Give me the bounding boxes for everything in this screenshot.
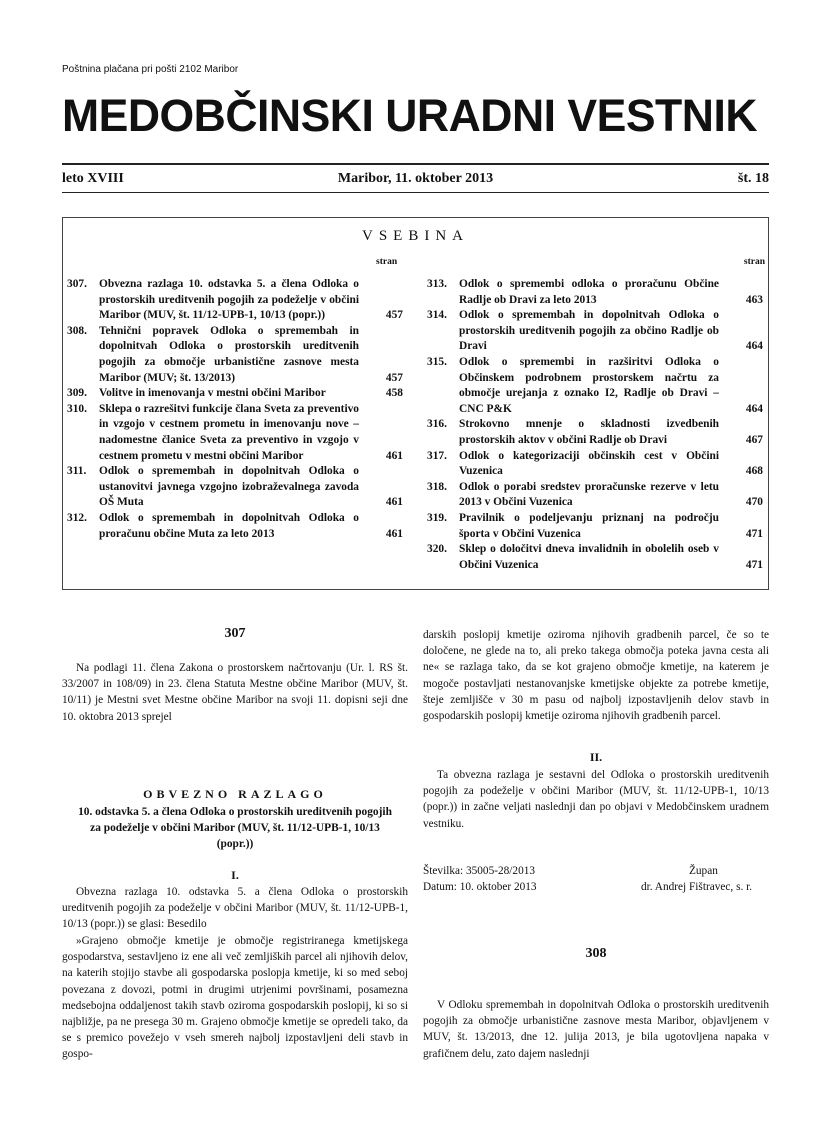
toc-entry-text: Strokovno mnenje o skladnosti izvedbenih prostorskih aktov v občini Radlje ob Dravi bbox=[459, 418, 719, 446]
toc-entry-number: 311. bbox=[67, 465, 87, 478]
toc-entry-number: 310. bbox=[67, 402, 87, 415]
toc-entry bbox=[427, 417, 763, 448]
postage-note: Poštnina plačana pri pošti 2102 Maribor bbox=[62, 64, 239, 75]
toc-entry-number: 319. bbox=[427, 511, 447, 524]
toc-entry bbox=[427, 308, 763, 355]
toc-entry-page: 467 bbox=[745, 433, 763, 446]
toc-entry-text: Odlok o porabi sredstev proračunske rezerve v letu 2013 v Občini Vuzenica bbox=[459, 480, 719, 509]
toc-entry-page: 458 bbox=[385, 387, 403, 400]
toc-entry bbox=[67, 464, 403, 511]
toc-entry-text: Odlok o spremembah in dopolnitvah Odloka o proračunu občine Muta za leto 2013 bbox=[99, 511, 359, 540]
toc-entry-page: 470 bbox=[745, 496, 763, 509]
article-307-section-2-p: Ta obvezna razlaga je sestavni del Odloka o prostorskih ureditvenih pogojih za podeželje v občini Maribor (MUV, št. 11/12-UPB-1, 10/13 (popr.)) in začne veljati naslednji dan po objavi v Medobčinskem uradnem vestniku. bbox=[423, 769, 769, 830]
toc-entry-page: 468 bbox=[745, 465, 763, 478]
toc-left-column bbox=[67, 277, 403, 542]
toc-entry-number: 308. bbox=[67, 324, 87, 337]
toc-entry bbox=[427, 355, 763, 417]
toc-entry-text: Odlok o kategorizaciji občinskih cest v Občini Vuzenica bbox=[459, 449, 719, 478]
issue-number: št. 18 bbox=[737, 171, 769, 186]
toc-entry-number: 314. bbox=[427, 309, 447, 322]
toc-entry-page: 464 bbox=[745, 402, 763, 415]
article-307-sign-title: Župan bbox=[689, 865, 718, 877]
toc-entry-number: 313. bbox=[427, 278, 447, 290]
toc-entry bbox=[427, 449, 763, 480]
toc-right-column bbox=[427, 277, 763, 573]
header-rule-top bbox=[62, 163, 769, 165]
article-307-section-1: I. bbox=[231, 868, 239, 882]
article-307-heading: OBVEZNO RAZLAGO bbox=[143, 787, 327, 801]
article-307-subheading: 10. odstavka 5. a člena Odloka o prostorskih ureditvenih pogojih za podeželje v občini Maribor (MUV, št. 11/12-UPB-1, 10/13 (popr.)) bbox=[78, 806, 392, 850]
toc-entry bbox=[67, 277, 403, 324]
toc-entry-page: 457 bbox=[385, 309, 403, 322]
masthead-title: MEDOBČINSKI URADNI VESTNIK bbox=[62, 90, 758, 141]
toc-entry bbox=[67, 386, 403, 402]
article-307-ref-number: Številka: 35005-28/2013 bbox=[423, 865, 536, 877]
toc-entry-text: Sklepa o razrešitvi funkcije člana Sveta za preventivo in vzgojo v cestnem prometu in imenovanju nove – nadomestne članice Sveta za preventivo in vzgojo v cestnem prometu v mestni občini Maribor bbox=[99, 402, 359, 462]
toc-title: VSEBINA bbox=[361, 228, 469, 244]
table-of-contents bbox=[62, 217, 769, 590]
toc-entry bbox=[427, 277, 763, 308]
article-308-text: V Odloku spremembah in dopolnitvah Odloka o prostorskih ureditvenih pogojih za območje urbanistične zasnove mesta Maribor, objavljenem v MUV, št. 13/2013, dne 12. julija 2013, je bila ugotovljena napaka v grafičnem delu, zato dajem naslednji bbox=[423, 999, 769, 1060]
toc-entry-number: 320. bbox=[427, 543, 447, 556]
toc-entry bbox=[67, 402, 403, 464]
article-307-sign-name: dr. Andrej Fištravec, s. r. bbox=[641, 881, 753, 893]
toc-entry bbox=[427, 511, 763, 542]
toc-entry-page: 471 bbox=[745, 527, 763, 540]
toc-entry-page: 464 bbox=[745, 340, 763, 353]
toc-entry-number: 317. bbox=[427, 449, 447, 462]
toc-entry-number: 318. bbox=[427, 480, 447, 493]
toc-page-header-left: stran bbox=[376, 257, 398, 267]
toc-entry-page: 461 bbox=[385, 449, 403, 462]
toc-entry-text: Sklep o določitvi dneva invalidnih in obolelih oseb v Občini Vuzenica bbox=[459, 543, 719, 571]
article-307-number: 307 bbox=[224, 626, 246, 641]
toc-entry-page: 471 bbox=[745, 558, 763, 571]
toc-entry-number: 315. bbox=[427, 355, 447, 368]
toc-entry-text: Pravilnik o podeljevanju priznanj na področju športa v Občini Vuzenica bbox=[459, 511, 719, 540]
issue-place-date: Maribor, 11. oktober 2013 bbox=[337, 171, 494, 186]
article-308-number: 308 bbox=[585, 946, 607, 961]
toc-entry-number: 309. bbox=[67, 387, 87, 400]
article-307-section-1-p1: Obvezna razlaga 10. odstavka 5. a člena Odloka o prostorskih ureditvenih pogojih za podeželje v občini Maribor (MUV, št. 11/12-UPB-1, 10/13 (popr.)) se glasi: Besedilo bbox=[62, 886, 408, 931]
toc-entry bbox=[427, 480, 763, 511]
toc-entry-text: Volitve in imenovanja v mestni občini Maribor bbox=[99, 387, 326, 400]
toc-entry-number: 312. bbox=[67, 511, 87, 524]
issue-line bbox=[62, 170, 769, 188]
toc-entry bbox=[427, 542, 763, 573]
article-307-section-1-p2: »Grajeno območje kmetije je območje registriranega kmetijskega gospodarstva, sestavljeno iz ene ali več zemljiških parcel ali njihovih delov, na katerih stojijo stavbe ali gospodarska poslopja kmetije, ki so med seboj povezana z dovozi, potmi in drugimi utrjenimi površinami, posamezna medsebojna oddaljenost takih stavb oziroma gospodarskih poslopij, ki so si najbližje, pa ne presega 30 m. Grajeno območje kmetije se opredeli tako, da se s premico povežejo v vseh smereh najbolj izpostavljeni deli stavb in gospo- bbox=[62, 935, 408, 1061]
issue-year: leto XVIII bbox=[62, 171, 124, 186]
article-307-section-1-continued: darskih poslopij kmetije oziroma njihovih gradbenih parcel, če so te določene, ne glede na to, ali preko takega območja poteka javna cesta ali ne« se razlaga tako, da se kot grajeno območje kmetije, na katerem je mogoče postavljati nestanovanjske kmetijske objekte za potrebe kmetije, šteje zemljišče v 30 m pasu od najbolj izpostavljenih delov stavb in gospodarskih poslopij kmetije oziroma njihovih gradbenih parcel. bbox=[423, 629, 769, 723]
toc-entry-number: 316. bbox=[427, 418, 447, 431]
toc-entry-text: Obvezna razlaga 10. odstavka 5. a člena Odloka o prostorskih ureditvenih pogojih za podeželje v občini Maribor (MUV, št. 11/12-UPB-1, 10/13 (popr.)) bbox=[99, 278, 359, 322]
toc-entry bbox=[67, 511, 403, 542]
toc-entry-number: 307. bbox=[67, 278, 87, 290]
toc-entry-page: 457 bbox=[385, 371, 403, 384]
toc-entry-text: Odlok o spremembah in dopolnitvah Odloka o ustanovitvi javnega vzgojno izobraževalnega zavoda OŠ Muta bbox=[99, 465, 359, 509]
toc-entry-text: Odlok o spremembi odloka o proračunu Občine Radlje ob Dravi za leto 2013 bbox=[459, 278, 719, 306]
article-307-intro: Na podlagi 11. člena Zakona o prostorskem načrtovanju (Ur. l. RS št. 33/2007 in 108/09) in 23. člena Statuta Mestne občine Maribor (MUV, št. 10/11) je Mestni svet Mestne občine Maribor na svoji 11. dopisni seji dne 10. oktobra 2013 sprejel bbox=[62, 662, 408, 723]
toc-entry-page: 461 bbox=[385, 527, 403, 540]
header-rule-bottom bbox=[62, 192, 769, 193]
toc-entry-text: Tehnični popravek Odloka o spremembah in dopolnitvah Odloka o prostorskih ureditvenih pogojih za območje urbanistične zasnove mesta Maribor (MUV; št. 13/2013) bbox=[99, 324, 359, 384]
toc-entry bbox=[67, 324, 403, 386]
article-307-ref-date: Datum: 10. oktober 2013 bbox=[423, 881, 537, 893]
toc-entry-page: 461 bbox=[385, 496, 403, 509]
toc-page-header-right: stran bbox=[743, 257, 765, 267]
toc-entry-text: Odlok o spremembi in razširitvi Odloka o Občinskem podrobnem prostorskem načrtu za območje urejanja z oznako I2, Radlje ob Dravi – CNC P&K bbox=[459, 355, 719, 415]
toc-entry-page: 463 bbox=[745, 293, 763, 306]
toc-entry-text: Odlok o spremembah in dopolnitvah Odloka o prostorskih ureditvenih pogojih za občino Radlje ob Dravi bbox=[459, 309, 719, 353]
article-307-section-2: II. bbox=[589, 750, 603, 764]
